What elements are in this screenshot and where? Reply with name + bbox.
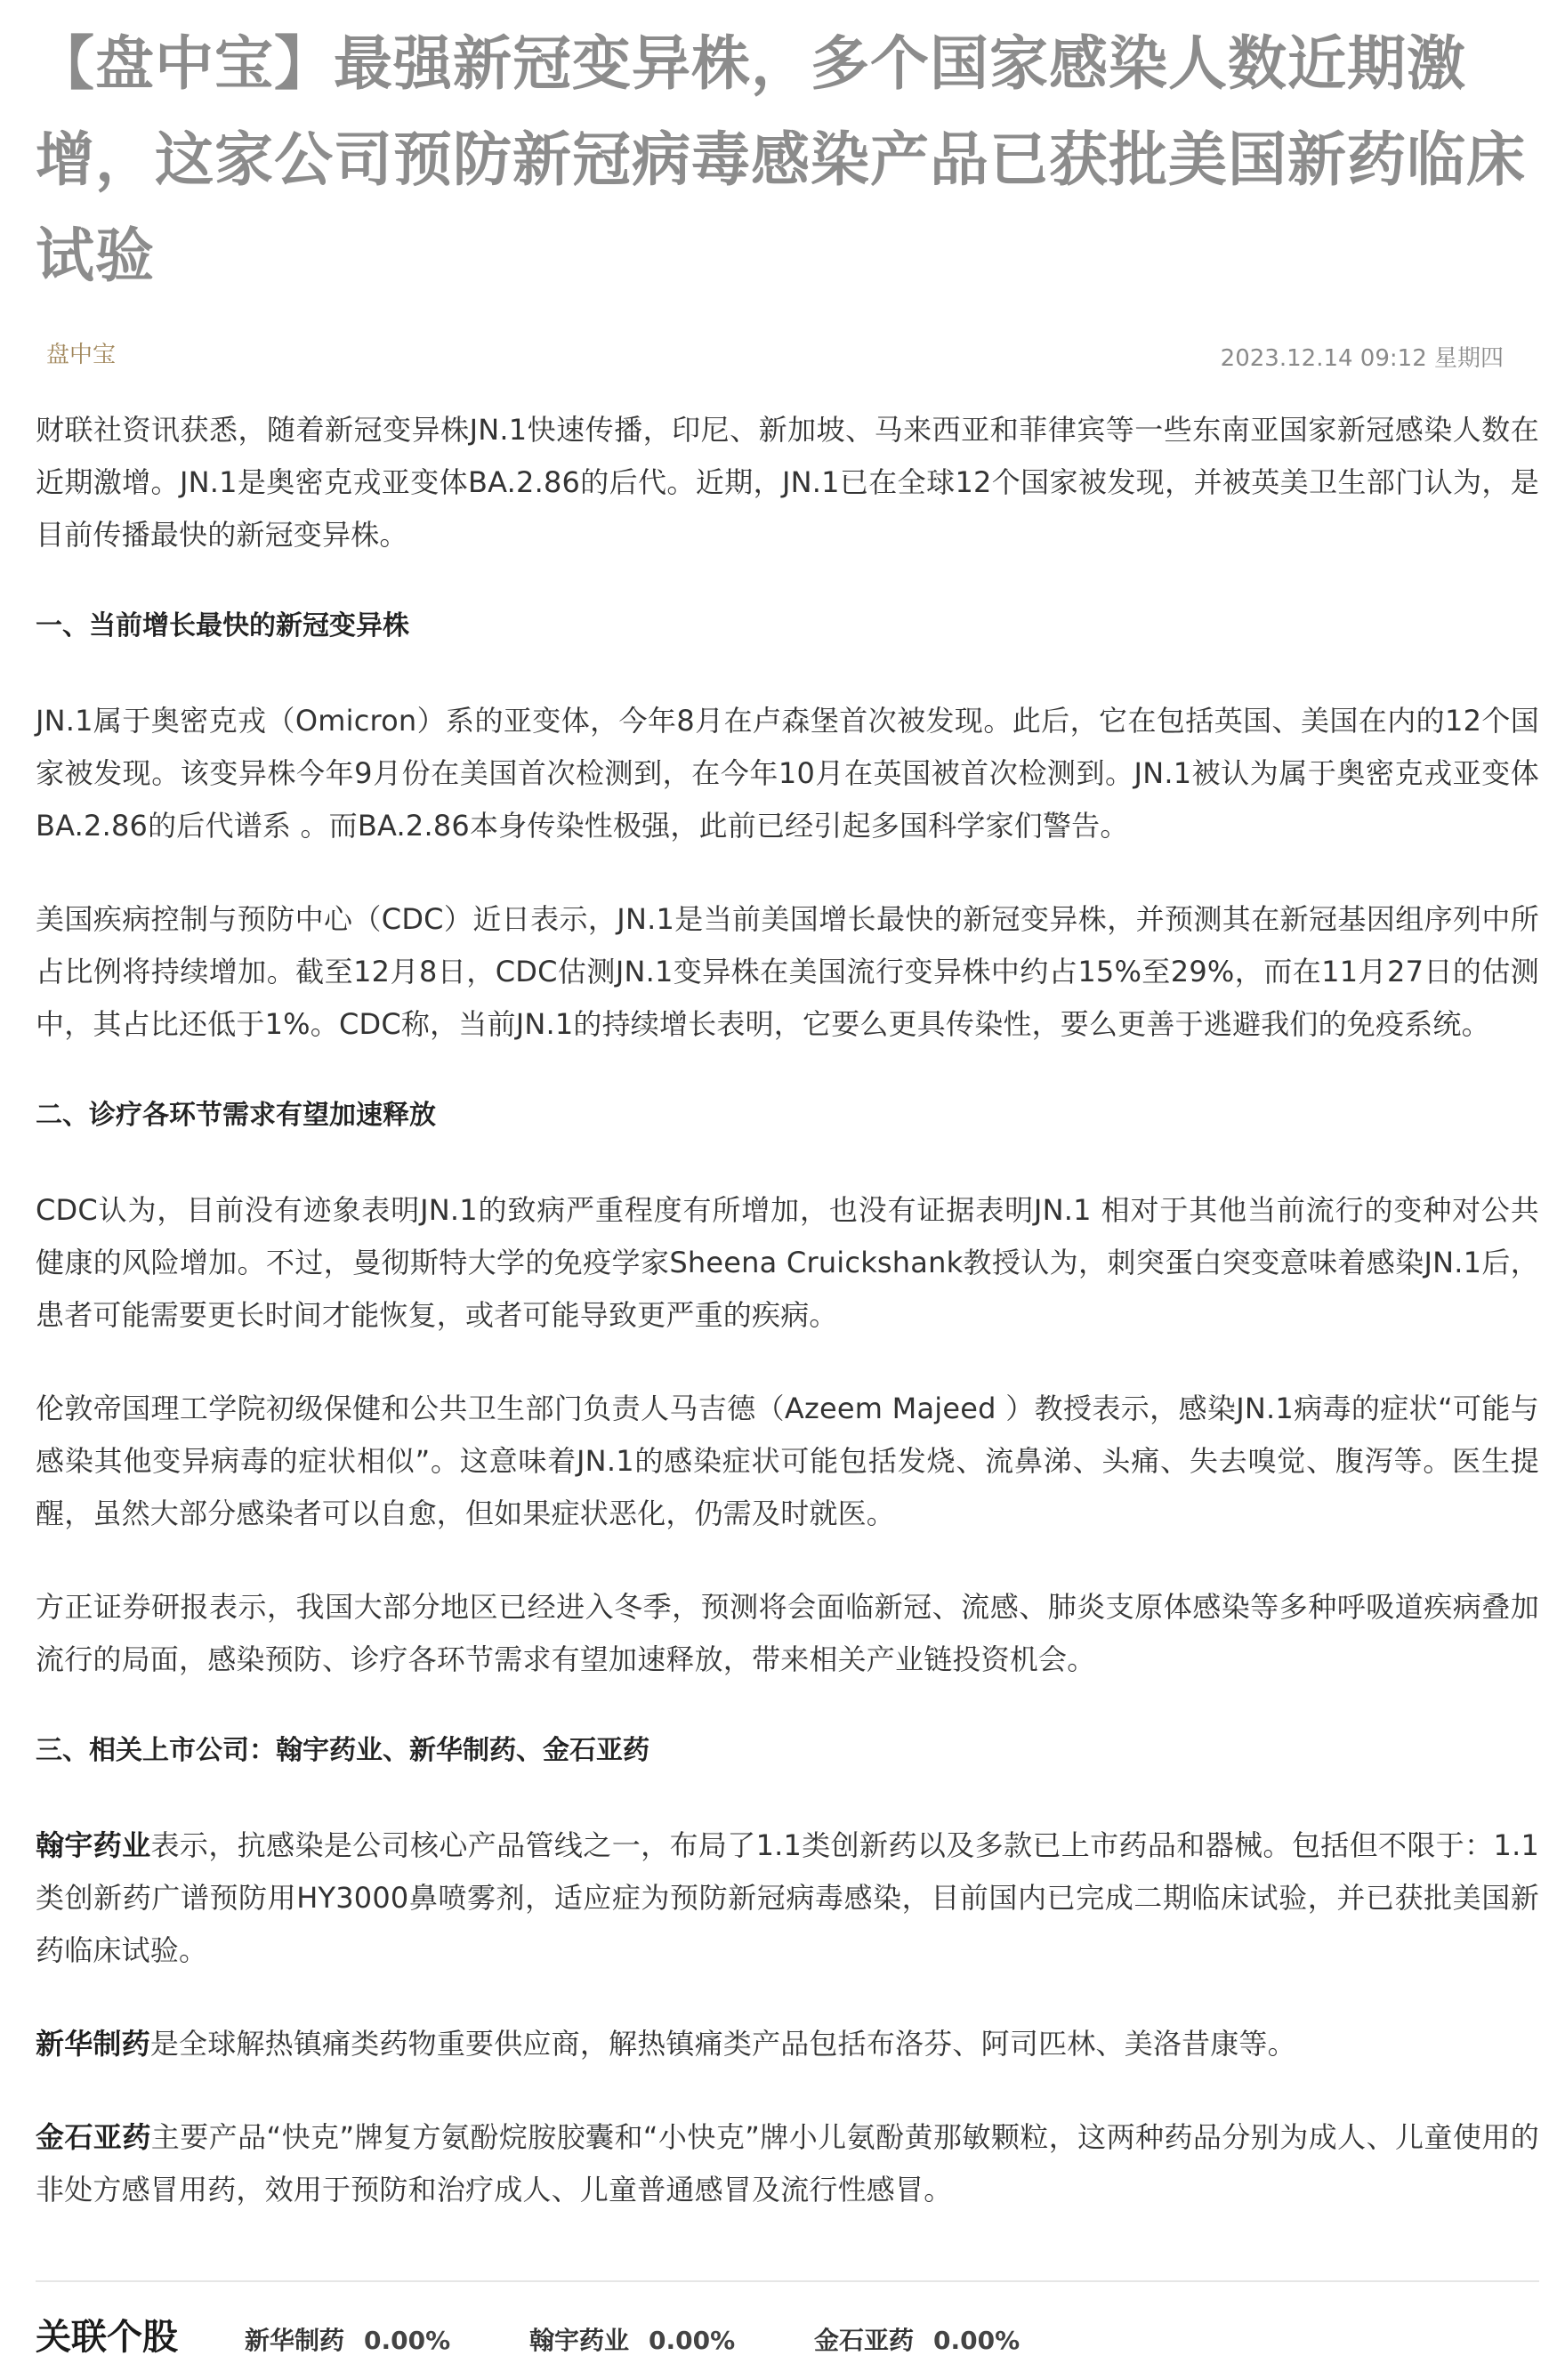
stock-change: 0.00% (933, 2326, 1021, 2355)
section2-paragraph-3: 方正证券研报表示，我国大部分地区已经进入冬季，预测将会面临新冠、流感、肺炎支原体感染等多种呼吸道疾病叠加流行的局面，感染预防、诊疗各环节需求有望加速释放，带来相关产业链投资机会。 (36, 1590, 1539, 1676)
company-name-jinshi: 金石亚药 (36, 2120, 151, 2154)
related-stock-xinhua[interactable] (245, 2321, 450, 2357)
company-text-jinshi: 主要产品“快克”牌复方氨酚烷胺胶囊和“小快克”牌小儿氨酚黄那敏颗粒，这两种药品分别为成人、儿童使用的非处方感冒用药，效用于预防和治疗成人、儿童普通感冒及流行性感冒。 (36, 2120, 1539, 2207)
company-text-hanyu: 表示，抗感染是公司核心产品管线之一，布局了1.1类创新药以及多款已上市药品和器械。包括但不限于：1.1类创新药广谱预防用HY3000鼻喷雾剂，适应症为预防新冠病毒感染，目前国内已完成二期临床试验，并已获批美国新药临床试验。 (36, 1828, 1539, 1967)
related-stock-hanyu[interactable] (529, 2321, 735, 2357)
company-name-hanyu: 翰宇药业 (36, 1828, 151, 1862)
article-title: 【盘中宝】最强新冠变异株，多个国家感染人数近期激增，这家公司预防新冠病毒感染产品已获批美国新药临床试验 (36, 29, 1526, 290)
section2-paragraph-1: CDC认为，目前没有迹象表明JN.1的致病严重程度有所增加，也没有证据表明JN.1 相对于其他当前流行的变种对公共健康的风险增加。不过，曼彻斯特大学的免疫学家Sheena Cruickshank教授认为，刺突蛋白突变意味着感染JN.1后，患者可能需要更长时间才能恢复，或者可能导致更严重的疾病。 (36, 1193, 1539, 1332)
company-paragraph-hanyu (36, 1819, 1539, 1977)
stock-name: 金石亚药 (814, 2326, 915, 2355)
article-source[interactable]: 盘中宝 (46, 342, 117, 368)
article-page (36, 0, 1539, 2380)
stock-change: 0.00% (649, 2326, 736, 2355)
section-heading-1: 一、当前增长最快的新冠变异株 (36, 610, 409, 641)
company-paragraph-xinhua (36, 2018, 1539, 2070)
article-body (36, 404, 1539, 2216)
stock-name: 翰宇药业 (529, 2326, 630, 2355)
section-heading-2: 二、诊疗各环节需求有望加速释放 (36, 1100, 436, 1131)
article-date: 2023.12.14 09:12 星期四 (1220, 345, 1504, 372)
related-stock-jinshi[interactable] (814, 2321, 1020, 2357)
intro-paragraph: 财联社资讯获悉，随着新冠变异株JN.1快速传播，印尼、新加坡、马来西亚和菲律宾等一些东南亚国家新冠感染人数在近期激增。JN.1是奥密克戎亚变体BA.2.86的后代。近期，JN.1已在全球12个国家被发现，并被英美卫生部门认为，是目前传播最快的新冠变异株。 (36, 413, 1539, 552)
section1-paragraph-1: JN.1属于奥密克戎（Omicron）系的亚变体，今年8月在卢森堡首次被发现。此后，它在包括英国、美国在内的12个国家被发现。该变异株今年9月份在美国首次检测到，在今年10月在英国被首次检测到。JN.1被认为属于奥密克戎亚变体BA.2.86的后代谱系 。而BA.2.86本身传染性极强，此前已经引起多国科学家们警告。 (36, 704, 1539, 843)
section2-paragraph-2: 伦敦帝国理工学院初级保健和公共卫生部门负责人马吉德（Azeem Majeed ）教授表示，感染JN.1病毒的症状“可能与感染其他变异病毒的症状相似”。这意味着JN.1的感染症状可能包括发烧、流鼻涕、头痛、失去嗅觉、腹泻等。医生提醒，虽然大部分感染者可以自愈，但如果症状恶化，仍需及时就医。 (36, 1392, 1539, 1530)
section1-paragraph-2: 美国疾病控制与预防中心（CDC）近日表示，JN.1是当前美国增长最快的新冠变异株，并预测其在新冠基因组序列中所占比例将持续增加。截至12月8日，CDC估测JN.1变异株在美国流行变异株中约占15%至29%，而在11月27日的估测中，其占比还低于1%。CDC称，当前JN.1的持续增长表明，它要么更具传染性，要么更善于逃避我们的免疫系统。 (36, 902, 1539, 1041)
related-stocks-label: 关联个股 (36, 2317, 178, 2358)
stock-change: 0.00% (364, 2326, 451, 2355)
stock-name: 新华制药 (245, 2326, 345, 2355)
company-paragraph-jinshi (36, 2111, 1539, 2216)
article-meta (36, 327, 1539, 381)
related-stocks (36, 2282, 1539, 2380)
company-text-xinhua: 是全球解热镇痛类药物重要供应商，解热镇痛类产品包括布洛芬、阿司匹林、美洛昔康等。 (149, 2027, 1296, 2061)
company-name-xinhua: 新华制药 (36, 2027, 150, 2061)
section-heading-3: 三、相关上市公司：翰宇药业、新华制药、金石亚药 (36, 1735, 649, 1766)
